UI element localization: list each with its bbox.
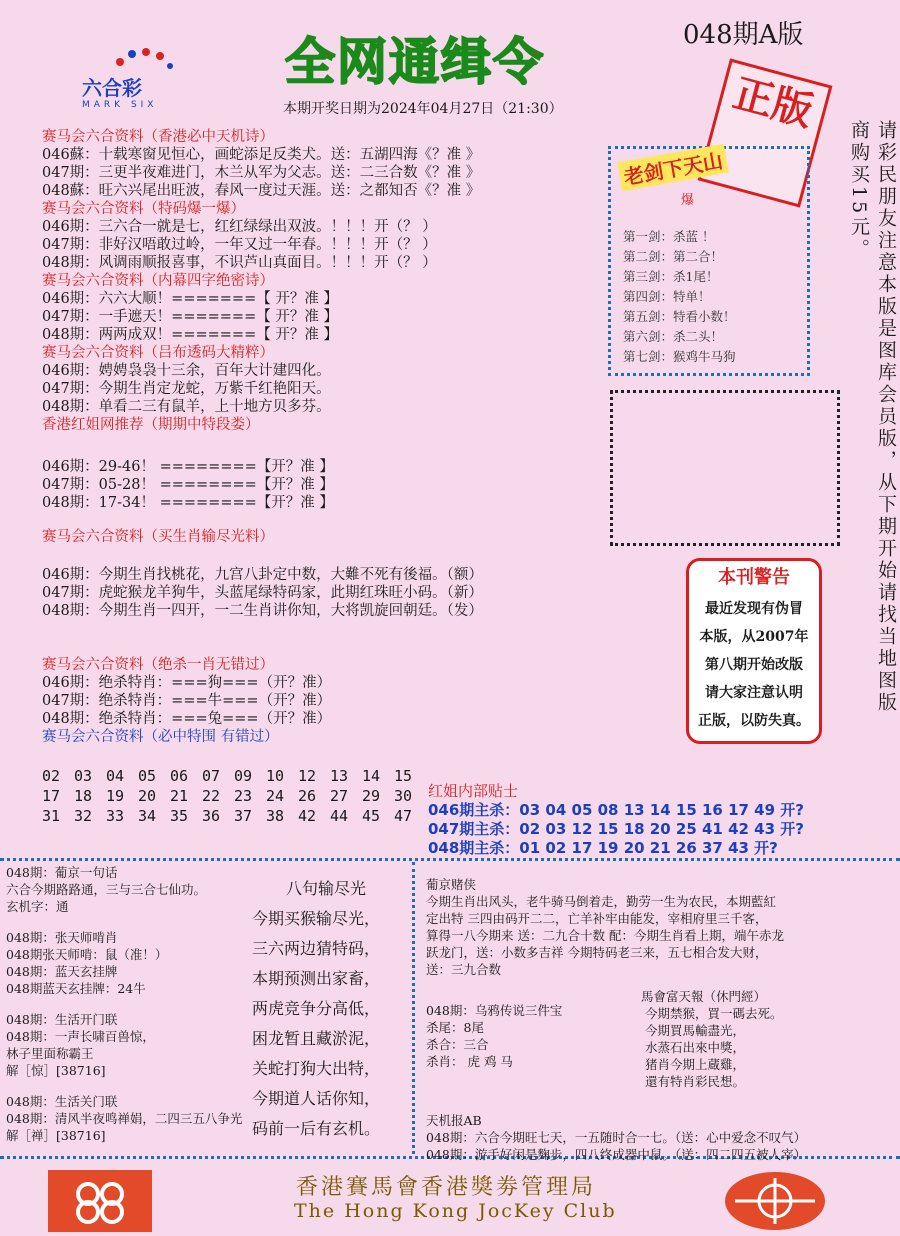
kill-line: 047期：绝杀特肖：===牛===（开？准） <box>42 693 332 709</box>
bottom-left-line: 048期：一声长啸百兽惊， <box>6 1029 155 1044</box>
range-number: 06 <box>170 767 189 785</box>
range-number: 42 <box>298 807 317 825</box>
section-line: 048期：风调雨顺报喜事，不识芦山真面目。！！！开（？ ） <box>42 255 437 271</box>
emblem-icon <box>720 1170 830 1232</box>
range-number: 12 <box>298 767 317 785</box>
horse-line: 還有特肖彩民想。 <box>645 1074 746 1089</box>
poem-line: 今期道人话你知， <box>252 1089 381 1108</box>
side-note: 请彩民朋友注意本版是图库会员版，从下期开始请找当地图版商购买15元。 <box>848 120 897 714</box>
range-number: 18 <box>74 787 93 805</box>
blank-box <box>610 390 840 546</box>
logo-cn: 六合彩 <box>82 76 142 100</box>
range-number: 27 <box>330 787 349 805</box>
crow-line: 048期：乌鸦传说三件宝 <box>426 1003 563 1018</box>
horse-line: 猪肖今期上蔵雞， <box>645 1057 746 1072</box>
gamble-line: 送：三九合数 <box>426 962 502 977</box>
jockey-club-logo-left <box>48 1170 152 1232</box>
warning-line: 本版，从2007年 <box>699 629 809 645</box>
logo-en: MARK SIX <box>82 100 158 110</box>
crow-line: 杀尾：8尾 <box>426 1020 484 1035</box>
bottom-left-line: 048期张天师啃：鼠（准！） <box>6 947 168 962</box>
range-rows <box>42 766 426 826</box>
sword-line: 第六剑：杀二头！ <box>623 329 724 344</box>
range-row <box>42 766 426 786</box>
sword-line: 第二剑：第二合！ <box>623 249 724 264</box>
segment-line: 046期：29-46！ ========【开？准 】 <box>42 459 334 475</box>
range-number: 37 <box>234 807 253 825</box>
left-column <box>42 128 602 434</box>
range-number: 19 <box>106 787 125 805</box>
bottom-vertical-divider <box>412 862 415 1154</box>
range-number: 26 <box>298 787 317 805</box>
sword-line: 第七剑：猴鸡牛马狗 <box>623 349 736 364</box>
segment-line: 048期：17-34！ ========【开？准 】 <box>42 495 334 511</box>
crow-line: 杀肖： 虎 鸡 马 <box>426 1054 513 1069</box>
section-line: 047期：三更半夜难进门，木兰从军为父志。送：二三合数《？准 》 <box>42 165 481 181</box>
edition-label: 048期A版 <box>683 20 804 50</box>
left-sections <box>42 128 602 434</box>
sword-line: 第一剑：杀蓝 ！ <box>623 229 715 244</box>
warning-line: 请大家注意认明 <box>705 685 803 701</box>
poem-line: 码前一后有玄机。 <box>252 1119 381 1138</box>
bottom-left-line: 048期：蓝天玄挂牌 <box>6 964 118 979</box>
tianji-line: 048期：游手好闲是麴步，四八终成器中鼠。（送：四二四五被人宰） <box>426 1147 807 1162</box>
bottom-left-column <box>6 864 242 1158</box>
horse-line: 今期買馬輸盡光， <box>645 1023 746 1038</box>
segment-line: 047期：05-28！ ========【开？准 】 <box>42 477 334 493</box>
gamble-line: 跃龙门，送：小数多吉祥 今期特码老三来，五七相合发大财， <box>426 945 768 960</box>
page-title: 全网通缉令 <box>285 33 545 91</box>
gamble-line: 定出特 三四由码开二二，亡羊补牢由能发，宰相府里三千客， <box>426 911 768 926</box>
range-row <box>42 806 426 826</box>
range-number: 05 <box>138 767 157 785</box>
bottom-left-line: 解［惊］[38716] <box>6 1063 106 1078</box>
bottom-divider <box>0 858 900 861</box>
sword-line: 第五剑：特看小数！ <box>623 309 736 324</box>
section-lines <box>42 290 602 344</box>
tianji-title: 天机报AB <box>426 1113 482 1128</box>
bottom-left-blocks <box>6 864 242 1144</box>
bottom-right-column <box>426 876 806 1163</box>
bottom-left-line: 048期：生活关门联 <box>6 1094 118 1109</box>
warning-line: 正版，以防失真。 <box>698 713 810 729</box>
mark-six-logo <box>70 44 200 124</box>
bottom-left-line: 解［禅］[38716] <box>6 1128 106 1143</box>
section-line: 046期：六六大顺！=======【 开？准 】 <box>42 291 338 307</box>
gamble-title: 葡京赌侠 <box>426 877 477 892</box>
range-number-grid <box>42 766 426 826</box>
horse-line: 今期禁猴，買一碼去死。 <box>645 1006 783 1021</box>
red-sister-line: 047期主杀：02 03 12 15 18 20 25 41 42 43 开? <box>428 820 804 838</box>
section-line: 046期：三六合一就是七，红红绿绿出双波。！！！开（？ ） <box>42 219 437 235</box>
range-number: 09 <box>234 767 253 785</box>
bottom-left-block <box>6 864 242 915</box>
red-sister-section <box>428 782 804 858</box>
range-number: 02 <box>42 767 61 785</box>
sword-lines <box>623 227 736 367</box>
bottom-left-block <box>6 929 242 997</box>
warning-line: 最近发现有伪冒 <box>705 601 803 617</box>
poem-line: 今期买猴输尽光， <box>252 909 381 928</box>
bottom-left-line: 048期：清风半夜鸣禅娟，二四三五八争光 <box>6 1111 243 1126</box>
bottom-left-line: 048期：张天师啃肖 <box>6 930 118 945</box>
range-row <box>42 786 426 806</box>
sword-box <box>608 146 810 376</box>
poem-line: 困龙暂且藏淤泥， <box>252 1029 381 1048</box>
bottom-left-line: 048期：葡京一句话 <box>6 865 118 880</box>
range-number: 36 <box>202 807 221 825</box>
sword-line: 第四剑：特单！ <box>623 289 711 304</box>
range-number: 47 <box>394 807 413 825</box>
red-sister-title: 红姐内部贴士 <box>428 782 519 800</box>
section-lines <box>42 362 602 416</box>
section-line: 048期：单看二三有鼠羊，上十地方贝多芬。 <box>42 399 331 415</box>
range-number: 34 <box>138 807 157 825</box>
crow-lines <box>426 1002 562 1070</box>
bottom-left-block <box>6 1093 242 1144</box>
tianji-line: 048期：六合今期旺七天，一五随时合一七。（送：心中爱念不叹气） <box>426 1130 807 1145</box>
segment-list <box>42 458 334 512</box>
zodiac-line: 046期：今期生肖找桃花，九宫八卦定中数，大難不死有後福。（额） <box>42 567 483 583</box>
range-number: 07 <box>202 767 221 785</box>
horse-line: 水蒸石出來中獎， <box>645 1040 746 1055</box>
poem-section <box>252 874 380 1144</box>
kill-line: 046期：绝杀特肖：===狗===（开？准） <box>42 675 332 691</box>
section-line: 048蘇：旺六兴尾出旺波，春风一度过天涯。送：之都知否《？准 》 <box>42 183 481 199</box>
poem-line: 三六两边猜特码， <box>252 939 381 958</box>
draw-date: 本期开奖日期为2024年04月27日（21:30） <box>283 101 563 117</box>
section-lines <box>42 218 602 272</box>
zodiac-section <box>42 528 483 620</box>
sword-badge: 爆 <box>681 193 695 208</box>
section-line: 047期：今期生肖定龙蛇，万紫千红艳阳天。 <box>42 381 331 397</box>
zodiac-line: 048期：今期生肖一四开，一二生肖讲你知，大将凯旋回朝廷。（发） <box>42 603 483 619</box>
bottom-left-block <box>6 1011 242 1079</box>
range-number: 13 <box>330 767 349 785</box>
range-number: 32 <box>74 807 93 825</box>
range-number: 03 <box>74 767 93 785</box>
kill-line: 048期：绝杀特肖：===兔===（开？准） <box>42 711 332 727</box>
section-line: 047期：一手遮天！=======【 开？准 】 <box>42 309 338 325</box>
poem-line: 本期预测出家畜， <box>252 969 381 988</box>
section-line: 046蘇：十载寒窗见恒心，画蛇添足反类犬。送：五湖四海《？准 》 <box>42 147 481 163</box>
range-number: 31 <box>42 807 61 825</box>
bottom-left-line: 林子里面称霸王 <box>6 1046 94 1061</box>
footer-org-en: The Hong Kong JocKey Club <box>294 1200 617 1222</box>
bottom-left-line: 六合今期路路通，三与三合七仙功。 <box>6 882 207 897</box>
crow-line: 杀合：三合 <box>426 1037 489 1052</box>
range-number: 04 <box>106 767 125 785</box>
section-title: 赛马会六合资料（香港必中天机诗） <box>42 129 274 145</box>
range-number: 30 <box>394 787 413 805</box>
sword-line: 第三剑：杀1尾！ <box>623 269 719 284</box>
horse-lines <box>641 1005 783 1090</box>
section-title: 赛马会六合资料（吕布透码大精粹） <box>42 345 274 361</box>
red-sister-line: 048期主杀：01 02 17 19 20 21 26 37 43 开? <box>428 839 778 857</box>
section-title: 赛马会六合资料（买生肖输尽光料） <box>42 529 274 545</box>
range-number: 23 <box>234 787 253 805</box>
range-number: 21 <box>170 787 189 805</box>
range-number: 33 <box>106 807 125 825</box>
warning-title: 本刊警告 <box>718 567 790 588</box>
range-number: 17 <box>42 787 61 805</box>
horse-title: 馬會富天報（休門經） <box>641 989 767 1004</box>
sword-title: 老剑下天山 <box>617 144 728 191</box>
section-title: 赛马会六合资料（内幕四字绝密诗） <box>42 273 274 289</box>
section-title: 赛马会六合资料（绝杀一肖无错过） <box>42 657 274 673</box>
tianji-lines <box>426 1129 806 1163</box>
poem-lines <box>252 904 380 1144</box>
range-number: 24 <box>266 787 285 805</box>
range-number: 22 <box>202 787 221 805</box>
gamble-line: 算得一八今期来 送：二九合十数 配：今期生肖看上期，端午赤龙 <box>426 928 784 943</box>
range-number: 20 <box>138 787 157 805</box>
footer-org-cn: 香港賽馬會香港獎劵管理局 <box>296 1175 597 1200</box>
knot-icon <box>48 1170 152 1232</box>
section-line: 046期：娉娉袅袅十三余，百年大计建四化。 <box>42 363 331 379</box>
zodiac-line: 047期：虎蛇猴龙羊狗牛，头蓝尾绿特码家，此期红珠旺小码。（新） <box>42 585 483 601</box>
range-title: 赛马会六合资料（必中特围 有错过） <box>42 729 279 745</box>
gamble-line: 今期生肖出风头，老牛骑马倒着走，勤劳一生为农民，本期藍紅 <box>426 894 777 909</box>
range-number: 15 <box>394 767 413 785</box>
warning-line: 第八期开始改版 <box>705 657 803 673</box>
section-title: 香港红姐网推荐（期期中特段娄） <box>42 417 260 433</box>
bottom-left-line: 玄机字：通 <box>6 899 69 914</box>
poem-title: 八句输尽光 <box>286 879 367 898</box>
range-number: 45 <box>362 807 381 825</box>
range-number: 29 <box>362 787 381 805</box>
section-line: 048期：两两成双！=======【 开？准 】 <box>42 327 338 343</box>
poem-line: 两虎竞争分高低， <box>252 999 381 1018</box>
gamble-lines <box>426 893 806 978</box>
section-line: 047期：非好汉唔敢过岭，一年又过一年春。！！！开（？ ） <box>42 237 437 253</box>
stamp-text: 正版 <box>728 70 818 136</box>
section-title: 赛马会六合资料（特码爆一爆） <box>42 201 245 217</box>
section-lines <box>42 146 602 200</box>
range-number: 14 <box>362 767 381 785</box>
poem-line: 关蛇打狗大出特， <box>252 1059 381 1078</box>
red-sister-line: 046期主杀：03 04 05 08 13 14 15 16 17 49 开? <box>428 801 804 819</box>
range-number: 44 <box>330 807 349 825</box>
range-number: 10 <box>266 767 285 785</box>
range-number: 35 <box>170 807 189 825</box>
range-number: 38 <box>266 807 285 825</box>
kill-section <box>42 656 331 746</box>
warning-box <box>686 558 822 744</box>
hkjc-emblem <box>720 1170 830 1232</box>
bottom-left-line: 048期蓝天玄挂牌：24牛 <box>6 981 146 996</box>
bottom-left-line: 048期：生活开门联 <box>6 1012 118 1027</box>
